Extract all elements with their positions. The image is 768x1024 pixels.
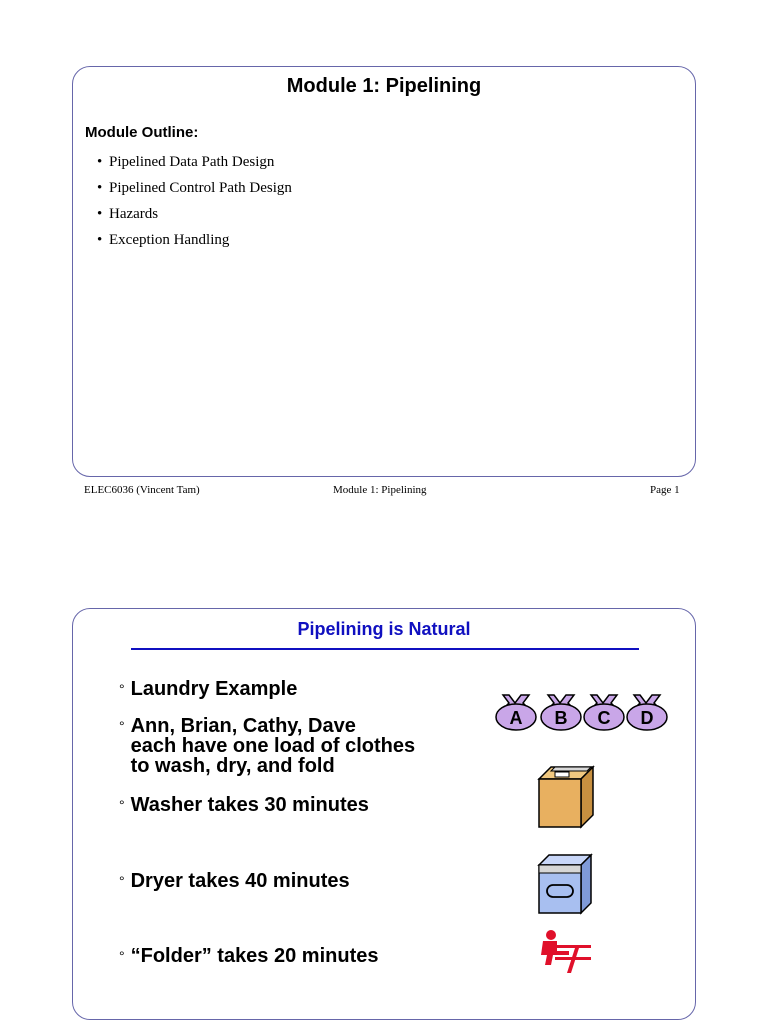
title-underline [131, 648, 639, 650]
list-item: ° “Folder” takes 20 minutes [119, 945, 379, 967]
slide-1 [72, 66, 696, 477]
list-item: ° Washer takes 30 minutes [119, 794, 369, 816]
svg-text:D: D [640, 708, 654, 728]
slide-2 [72, 608, 696, 1020]
slide-title: Module 1: Pipelining [286, 75, 482, 97]
list-item: • Hazards [97, 206, 159, 222]
footer-module: Module 1: Pipelining [333, 484, 427, 496]
svg-text:B: B [554, 708, 568, 728]
dryer-icon [535, 851, 597, 915]
list-item: • Pipelined Control Path Design [97, 180, 292, 196]
washer-icon [535, 763, 597, 829]
laundry-bag [496, 695, 536, 730]
list-item: • Pipelined Data Path Design [97, 154, 275, 170]
folder-person-icon [535, 929, 595, 975]
svg-text:A: A [509, 708, 523, 728]
outline-heading: Module Outline: [85, 124, 199, 141]
list-item: ° Dryer takes 40 minutes [119, 870, 350, 892]
outline-list [97, 149, 292, 253]
svg-text:C: C [597, 708, 611, 728]
laundry-bag [627, 695, 667, 730]
laundry-bag [541, 695, 581, 730]
footer-course: ELEC6036 (Vincent Tam) [84, 484, 200, 496]
slide-title: Pipelining is Natural [297, 619, 471, 639]
list-item: ° Laundry Example [119, 678, 298, 700]
laundry-bag [584, 695, 624, 730]
laundry-bag-icon [495, 689, 673, 733]
footer-page-number: Page 1 [650, 484, 680, 496]
list-item: ° Ann, Brian, Cathy, Dave each have one load of clothes to wash, dry, and fold [119, 715, 416, 777]
list-item: • Exception Handling [97, 232, 230, 248]
